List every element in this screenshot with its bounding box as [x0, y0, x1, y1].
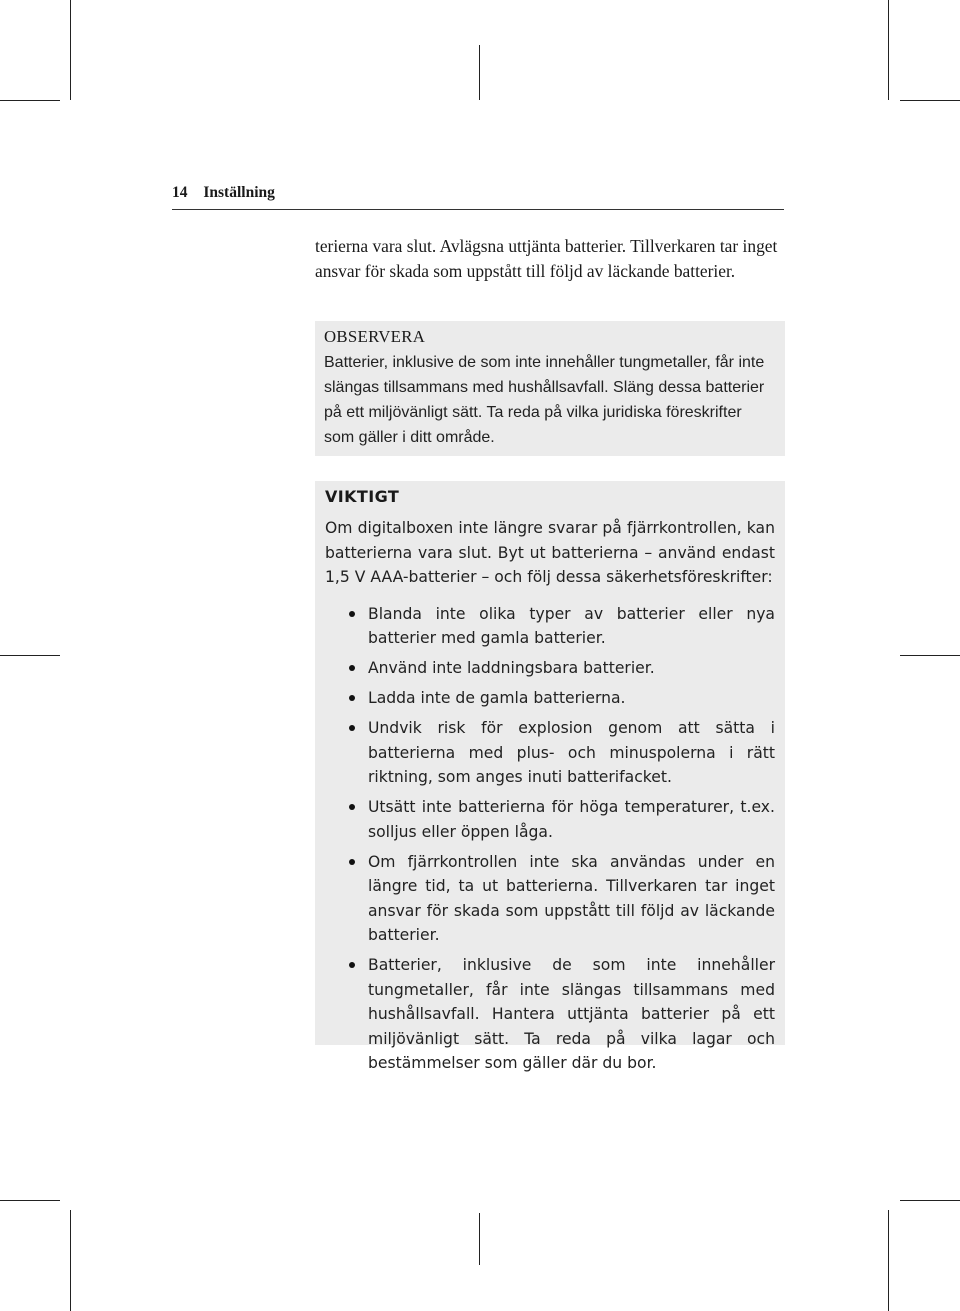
- bullet-icon: [349, 804, 355, 810]
- bullet-icon: [349, 611, 355, 617]
- crop-mark: [900, 100, 960, 101]
- list-item: [325, 716, 775, 790]
- list-item-text: Blanda inte olika typer av batterier eller nya batterier med gamla batterier.: [368, 604, 775, 647]
- list-item: [325, 850, 775, 948]
- page-header: [172, 183, 784, 210]
- list-item: [325, 602, 775, 651]
- crop-mark: [888, 0, 889, 100]
- list-item-text: Om fjärrkontrollen inte ska användas under en längre tid, ta ut batterierna. Tillverkaren tar inget ansvar för skada som uppstått till följd av läckande batterier.: [368, 852, 775, 944]
- viktigt-title: VIKTIGT: [325, 487, 400, 506]
- list-item-text: Använd inte laddningsbara batterier.: [368, 659, 655, 677]
- crop-mark: [900, 1200, 960, 1201]
- observera-title: OBSERVERA: [324, 327, 426, 346]
- list-item: [325, 795, 775, 844]
- bullet-icon: [349, 962, 355, 968]
- viktigt-box: [315, 481, 785, 1072]
- list-item-text: Undvik risk för explosion genom att sätta i batterierna med plus- och minuspolerna i rätt riktning, som anges inuti batterifacket.: [368, 719, 775, 786]
- crop-mark: [0, 1200, 60, 1201]
- bullet-icon: [349, 665, 355, 671]
- observera-box: [315, 321, 785, 456]
- intro-paragraph: terierna vara slut. Avlägsna uttjänta batterier. Tillverkaren tar inget ansvar för skada som uppstått till följd av läckande batterier.: [315, 236, 778, 281]
- list-item-text: Utsätt inte batterierna för höga temperaturer, t.ex. solljus eller öppen låga.: [368, 798, 775, 841]
- crop-mark: [479, 45, 480, 100]
- list-item: [325, 656, 775, 681]
- crop-mark: [0, 655, 60, 656]
- safety-list: [325, 602, 775, 1076]
- bullet-icon: [349, 859, 355, 865]
- section-title: Inställning: [203, 184, 275, 201]
- crop-mark: [70, 1210, 71, 1311]
- page-number: 14: [172, 184, 188, 201]
- bullet-icon: [349, 695, 355, 701]
- crop-mark: [70, 0, 71, 100]
- crop-mark: [900, 655, 960, 656]
- crop-mark: [0, 100, 60, 101]
- list-item-text: Batterier, inklusive de som inte innehåller tungmetaller, får inte slängas tillsammans med hushållsavfall. Hantera uttjänta batterier på ett miljövänligt sätt. Ta reda på vilka lagar och bestämmelser som gäller där du bor.: [368, 956, 775, 1072]
- list-item-text: Ladda inte de gamla batterierna.: [368, 689, 626, 707]
- viktigt-text: Om digitalboxen inte längre svarar på fjärrkontrollen, kan batterierna vara slut. Byt ut batterierna – använd endast 1,5 V AAA-batterier – och följ dessa säkerhetsföreskrifter:: [325, 519, 775, 586]
- crop-mark: [479, 1213, 480, 1265]
- crop-mark: [888, 1210, 889, 1311]
- list-item: [325, 686, 775, 711]
- list-item: [325, 953, 775, 1076]
- bullet-icon: [349, 725, 355, 731]
- observera-text: Batterier, inklusive de som inte innehåller tungmetaller, får inte slängas tillsammans med hushållsavfall. Släng dessa batterier på ett miljövänligt sätt. Ta reda på vilka juridiska föreskrifter som gäller i ditt område.: [324, 354, 765, 446]
